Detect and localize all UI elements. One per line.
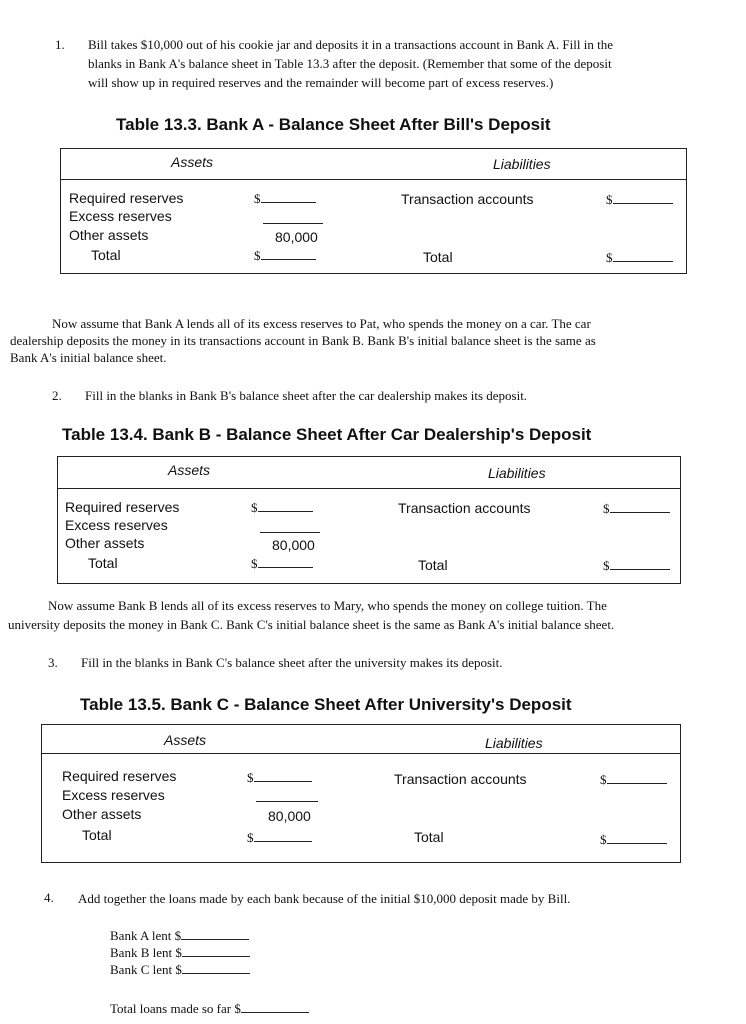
total-liabilities-field[interactable] — [603, 557, 670, 574]
table-title: Table 13.4. Bank B - Balance Sheet After Car Dealership's Deposit — [62, 425, 592, 444]
loan-label: Bank B lent $ — [110, 945, 182, 960]
assets-header: Assets — [171, 154, 214, 170]
other-assets-value: 80,000 — [268, 808, 311, 824]
liabilities-header: Liabilities — [485, 735, 543, 751]
row-label: Total — [88, 555, 118, 571]
row-label: Required reserves — [62, 768, 177, 784]
paragraph-line: Now assume that Bank A lends all of its excess reserves to Pat, who spends the money on a car. The car — [52, 316, 591, 331]
total-assets-field[interactable] — [247, 829, 312, 846]
liability-label: Transaction accounts — [394, 771, 527, 787]
row-label: Other assets — [69, 227, 149, 243]
liability-label: Transaction accounts — [401, 191, 534, 207]
dollar-sign: $ — [251, 556, 258, 571]
assets-header: Assets — [168, 462, 211, 478]
row-label: Excess reserves — [62, 787, 165, 803]
question-text-line: will show up in required reserves and the remainder will become part of excess reserves.) — [88, 75, 554, 90]
loan-line-bank-a[interactable] — [110, 927, 249, 944]
question-text: Fill in the blanks in Bank C's balance sheet after the university makes its deposit. — [81, 655, 503, 670]
question-text: Fill in the blanks in Bank B's balance sheet after the car dealership makes its deposit. — [85, 388, 528, 403]
row-label: Other assets — [62, 806, 142, 822]
assets-header: Assets — [164, 732, 207, 748]
required-reserves-field[interactable] — [254, 190, 316, 207]
loan-label: Bank C lent $ — [110, 962, 182, 977]
table-title: Table 13.5. Bank C - Balance Sheet After University's Deposit — [80, 695, 572, 714]
row-label: Total — [91, 247, 121, 263]
dollar-sign: $ — [603, 558, 610, 573]
other-assets-value: 80,000 — [272, 537, 315, 553]
total-loans-line[interactable] — [110, 1000, 309, 1017]
total-label: Total — [414, 829, 444, 845]
dollar-sign: $ — [251, 500, 258, 515]
dollar-sign: $ — [254, 248, 261, 263]
total-liabilities-field[interactable] — [606, 249, 673, 266]
total-liabilities-field[interactable] — [600, 831, 667, 848]
dollar-sign: $ — [254, 191, 261, 206]
paragraph-line: Bank A's initial balance sheet. — [10, 350, 167, 365]
total-assets-field[interactable] — [254, 247, 316, 264]
question-number: 1. — [55, 37, 65, 52]
transaction-accounts-field[interactable] — [603, 500, 670, 517]
dollar-sign: $ — [606, 192, 613, 207]
total-label: Total — [418, 557, 448, 573]
row-label: Required reserves — [65, 499, 180, 515]
paragraph-line: Now assume Bank B lends all of its excess reserves to Mary, who spends the money on college tuition. The — [48, 598, 607, 613]
row-label: Excess reserves — [69, 208, 172, 224]
liability-label: Transaction accounts — [398, 500, 531, 516]
row-label: Excess reserves — [65, 517, 168, 533]
total-loans-label: Total loans made so far $ — [110, 1001, 241, 1016]
question-text: Add together the loans made by each bank because of the initial $10,000 deposit made by Bill. — [78, 891, 571, 906]
transaction-accounts-field[interactable] — [606, 191, 673, 208]
other-assets-value: 80,000 — [275, 229, 318, 245]
excess-reserves-field[interactable] — [260, 532, 320, 533]
row-label: Other assets — [65, 535, 145, 551]
question-number: 4. — [44, 890, 54, 905]
liabilities-header: Liabilities — [488, 465, 546, 481]
excess-reserves-field[interactable] — [263, 223, 323, 224]
question-number: 3. — [48, 655, 58, 670]
header-divider — [42, 753, 680, 754]
loan-line-bank-c[interactable] — [110, 961, 250, 978]
liabilities-header: Liabilities — [493, 156, 551, 172]
paragraph-line: university deposits the money in Bank C. Bank C's initial balance sheet is the same as Bank A's initial balance sheet. — [8, 617, 615, 632]
dollar-sign: $ — [600, 772, 607, 787]
question-text-line: Bill takes $10,000 out of his cookie jar and deposits it in a transactions account in Bank A. Fill in the — [88, 37, 613, 52]
dollar-sign: $ — [247, 770, 254, 785]
balance-sheet-bank-c — [41, 724, 681, 863]
dollar-sign: $ — [600, 832, 607, 847]
table-title: Table 13.3. Bank A - Balance Sheet After Bill's Deposit — [116, 115, 551, 134]
row-label: Required reserves — [69, 190, 184, 206]
dollar-sign: $ — [247, 830, 254, 845]
excess-reserves-field[interactable] — [256, 801, 318, 802]
dollar-sign: $ — [606, 250, 613, 265]
question-number: 2. — [52, 388, 62, 403]
row-label: Total — [82, 827, 112, 843]
total-assets-field[interactable] — [251, 555, 313, 572]
question-text-line: blanks in Bank A's balance sheet in Table 13.3 after the deposit. (Remember that some of the deposit — [88, 56, 612, 71]
balance-sheet-bank-b — [57, 456, 681, 584]
header-divider — [58, 488, 680, 489]
required-reserves-field[interactable] — [251, 499, 313, 516]
dollar-sign: $ — [603, 501, 610, 516]
loan-label: Bank A lent $ — [110, 928, 182, 943]
header-divider — [61, 179, 686, 180]
loan-line-bank-b[interactable] — [110, 944, 250, 961]
balance-sheet-bank-a — [60, 148, 687, 274]
paragraph-line: dealership deposits the money in its transactions account in Bank B. Bank B's initial balance sheet is the same as — [10, 333, 596, 348]
required-reserves-field[interactable] — [247, 769, 312, 786]
transaction-accounts-field[interactable] — [600, 771, 667, 788]
total-label: Total — [423, 249, 453, 265]
